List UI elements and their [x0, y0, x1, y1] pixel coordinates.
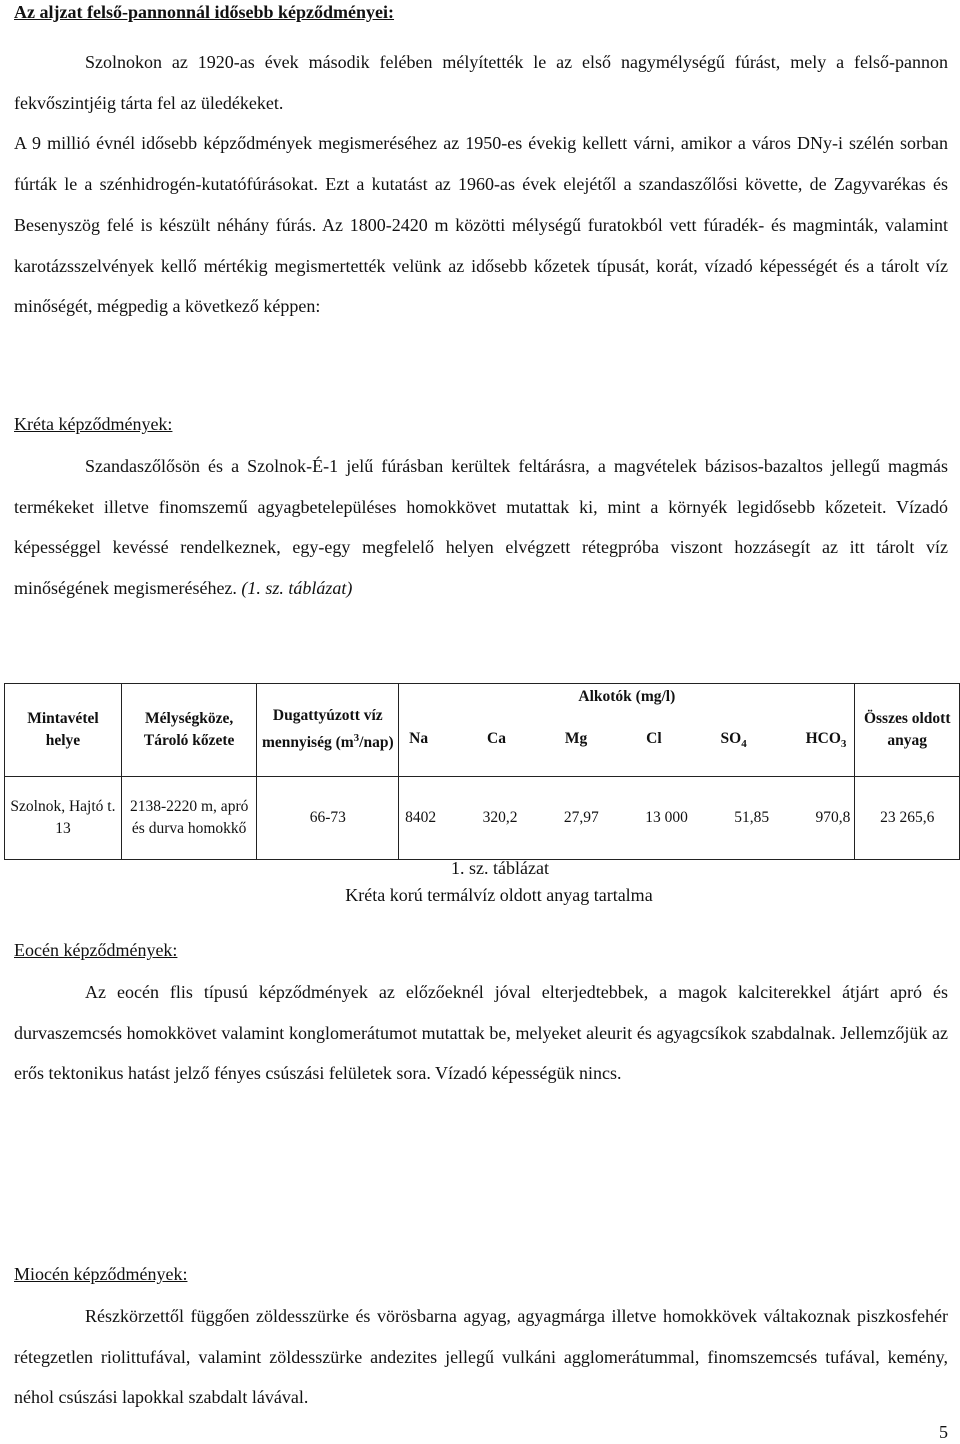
page-title: Az aljzat felső-pannonnál idősebb képződményei: — [14, 2, 395, 22]
header-flow: Dugattyúzott víz mennyiség $(m^3/nap)$ — [257, 684, 399, 777]
table-row — [5, 777, 960, 860]
header-cl: Cl — [646, 730, 662, 747]
header-components — [399, 684, 855, 777]
header-location: Mintavétel helye — [5, 684, 122, 777]
cell-cl: 13 000 — [645, 809, 688, 826]
cell-depth: 2138-2220 m, apró és durva homokkő — [121, 777, 257, 860]
header-total: Összes oldott anyag — [855, 684, 960, 777]
eocen-text: Az eocén flis típusú képződmények az előzőeknél jóval elterjedtebbek, a magok kalciterekkel átjárt apró és durvaszemcsés homokkövet valamint konglomerátumot mutattak be, melyeket aleurit és agyagcsíkok szabdalnak. Jellemzőjük az erős tektonikus hatást jelző fényes csúszási felületek sora. Vízadó képességük nincs. — [14, 982, 948, 1084]
cell-components — [399, 777, 855, 860]
header-ca: Ca — [487, 730, 506, 747]
cell-mg: 27,97 — [563, 809, 599, 826]
cell-hco3: 970,8 — [815, 809, 851, 826]
header-so4: $SO_4$ — [720, 730, 747, 751]
table-reference: (1. sz. táblázat) — [241, 577, 353, 598]
miocen-text: Részkörzettől függően zöldesszürke és vörösbarna agyag, agyagmárga illetve homokkövek váltakoznak piszkosfehér rétegzetlen riolittufával, valamint zöldesszürke andezites jellegű vulkáni agglomerátummal, finomszemcsés tufával, kemény, néhol csúszási lapokkal szabdalt lávával. — [14, 1306, 948, 1408]
eocen-paragraph — [14, 972, 948, 1094]
kreta-heading: Kréta képződmények: — [14, 414, 173, 434]
cell-ca: 320,2 — [482, 809, 518, 826]
cell-flow: 66-73 — [257, 777, 399, 860]
table-caption-title: Kréta korú termálvíz oldott anyag tartalma — [345, 885, 653, 905]
page-number: 5 — [939, 1422, 948, 1442]
cell-location: Szolnok, Hajtó t. 13 — [5, 777, 122, 860]
intro-text-3: Ezt a kutatást az 1960-as évek elejétől a szandaszőlősi követte, de Zagyvarékas és Besenyszög felé is készült néhány fúrás. — [14, 174, 948, 235]
intro-text-2: A 9 millió évnél idősebb képződmények megismeréséhez az 1950-es évekig kellett várni, amikor a város DNy-i szélén sorban fúrták le a szénhidrogén-kutatófúrásokat. — [14, 133, 948, 195]
intro-paragraph — [14, 42, 948, 327]
table-caption-number: 1. sz. táblázat — [451, 858, 549, 878]
intro-text-1: Szolnokon az 1920-as évek második felében mélyítették le az első nagymélységű fúrást, mely a felső-pannon fekvőszintjéig tárta fel az üledékeket. — [14, 52, 948, 113]
water-chemistry-table — [4, 683, 960, 860]
table-header-row — [5, 684, 960, 777]
header-na: Na — [409, 730, 429, 747]
header-mg: Mg — [564, 730, 588, 747]
miocen-heading: Miocén képződmények: — [14, 1264, 188, 1284]
miocen-paragraph — [14, 1296, 948, 1418]
header-depth: Mélységköze, Tároló kőzete — [121, 684, 257, 777]
eocen-heading: Eocén képződmények: — [14, 940, 178, 960]
kreta-text: Szandaszőlősön és a Szolnok-É-1 jelű fúrásban kerültek feltárásra, a magvételek bázisos-bazaltos jellegű magmás termékeket illetve finomszemű agyagbetelepüléses homokkövet mutattak ki, mint a környék legidősebb kőzeteit. Vízadó képességgel kevéssé rendelkeznek, egy-egy megfelelő helyen elvégzett rétegpróba viszont hozzásegít az itt tárolt víz minőségének megismeréséhez. — [14, 456, 948, 598]
cell-na: 8402 — [405, 809, 437, 826]
components-title: Alkotók (mg/l) — [578, 688, 676, 705]
cell-total: 23 265,6 — [855, 777, 960, 860]
kreta-paragraph — [14, 446, 948, 608]
intro-text-4: Az 1800-2420 m közötti mélységű furatokból vett fúradék- és magminták, valamint karotázsszelvények kellő mértékig megismertették velünk az idősebb kőzetek típusát, korát, vízadó képességét és a tárolt víz minőségét, mégpedig a következő képpen: — [14, 214, 948, 317]
cell-so4: 51,85 — [734, 809, 770, 826]
header-hco3: $HCO_3$ — [805, 730, 847, 751]
